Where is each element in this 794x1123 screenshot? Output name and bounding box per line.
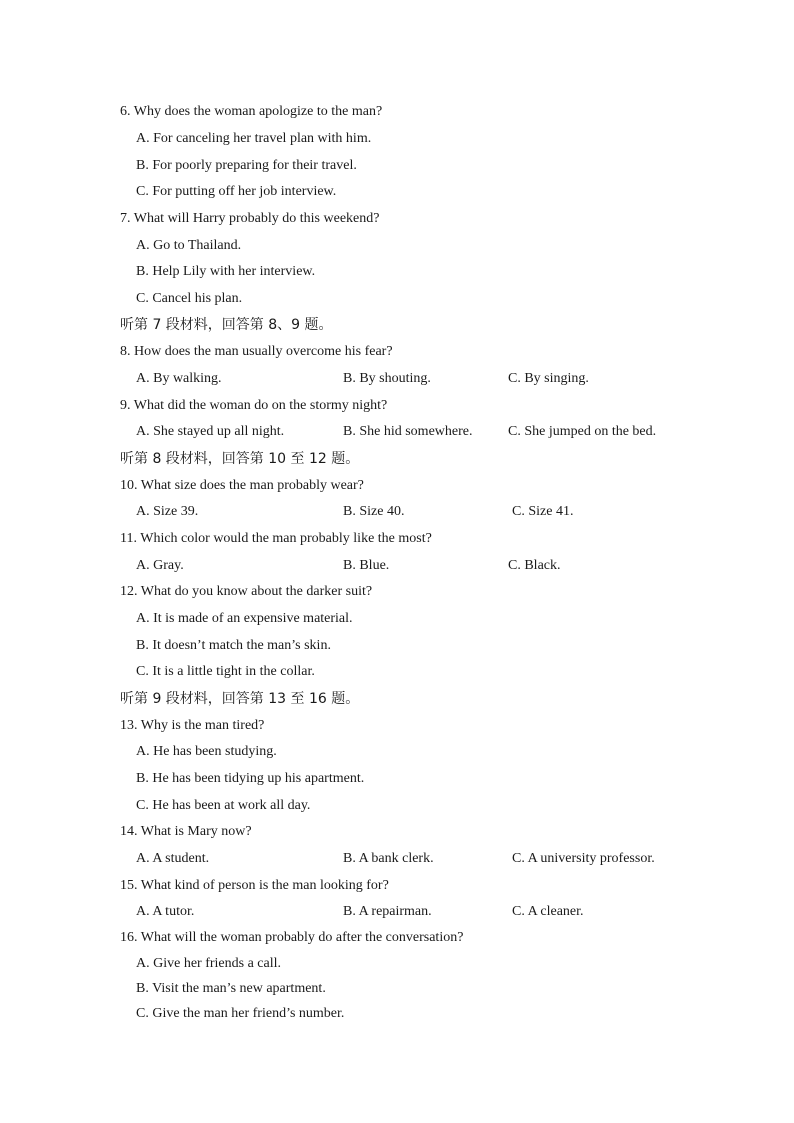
question-8 [120,343,393,361]
option-13a: A. He has been studying. [136,744,277,759]
option-14c: C. A university professor. [512,851,655,866]
question-text: How does the man usually overcome his fear? [134,344,393,359]
question-16 [120,929,463,947]
option-15b: B. A repairman. [343,904,432,919]
option-8b: B. By shouting. [343,371,431,386]
question-14 [120,823,252,841]
question-text: What will Harry probably do this weekend? [133,211,380,226]
option-13b: B. He has been tidying up his apartment. [136,771,365,786]
question-number: 11. [120,531,137,546]
option-11a: A. Gray. [136,558,184,573]
option-7b: B. Help Lily with her interview. [136,264,316,279]
question-6 [120,103,382,121]
option-6a: A. For canceling her travel plan with him. [136,131,372,146]
option-9b: B. She hid somewhere. [343,424,473,439]
question-text: What do you know about the darker suit? [140,584,373,599]
question-number: 16. [120,930,138,945]
option-11b: B. Blue. [343,558,390,573]
question-11 [120,530,432,548]
question-15 [120,877,389,895]
option-12c: C. It is a little tight in the collar. [136,664,315,679]
question-10 [120,477,364,495]
option-12b: B. It doesn’t match the man’s skin. [136,638,331,653]
option-9a: A. She stayed up all night. [136,424,285,439]
option-9c: C. She jumped on the bed. [508,424,657,439]
option-15c: C. A cleaner. [512,904,584,919]
option-13c: C. He has been at work all day. [136,798,311,813]
question-number: 13. [120,718,138,733]
question-text: Which color would the man probably like the most? [140,531,432,546]
option-16a: A. Give her friends a call. [136,956,281,971]
question-number: 6. [120,104,131,119]
question-text: What size does the man probably wear? [140,478,364,493]
question-text: What will the woman probably do after the conversation? [140,930,464,945]
section-heading-7: 听第 7 段材料，回答第 8、9 题。 [120,317,333,333]
question-number: 10. [120,478,138,493]
option-10a: A. Size 39. [136,504,199,519]
option-14a: A. A student. [136,851,210,866]
option-6b: B. For poorly preparing for their travel. [136,158,357,173]
question-text: Why is the man tired? [140,718,265,733]
question-text: What did the woman do on the stormy night? [133,398,388,413]
option-16c: C. Give the man her friend’s number. [136,1006,345,1021]
question-text: Why does the woman apologize to the man? [133,104,383,119]
option-7a: A. Go to Thailand. [136,238,242,253]
question-number: 9. [120,398,131,413]
question-12 [120,583,372,601]
option-12a: A. It is made of an expensive material. [136,611,353,626]
question-number: 7. [120,211,131,226]
question-text: What is Mary now? [140,824,252,839]
option-10b: B. Size 40. [343,504,405,519]
question-7 [120,210,379,228]
section-heading-9: 听第 9 段材料，回答第 13 至 16 题。 [120,691,360,707]
option-10c: C. Size 41. [512,504,574,519]
option-11c: C. Black. [508,558,561,573]
question-number: 8. [120,344,131,359]
question-number: 12. [120,584,138,599]
question-13 [120,717,264,735]
question-number: 15. [120,878,138,893]
option-6c: C. For putting off her job interview. [136,184,337,199]
question-text: What kind of person is the man looking for? [140,878,389,893]
section-heading-8: 听第 8 段材料，回答第 10 至 12 题。 [120,451,360,467]
option-8a: A. By walking. [136,371,222,386]
question-9 [120,397,387,415]
question-number: 14. [120,824,138,839]
option-16b: B. Visit the man’s new apartment. [136,981,326,996]
option-15a: A. A tutor. [136,904,195,919]
option-8c: C. By singing. [508,371,589,386]
option-14b: B. A bank clerk. [343,851,434,866]
option-7c: C. Cancel his plan. [136,291,243,306]
